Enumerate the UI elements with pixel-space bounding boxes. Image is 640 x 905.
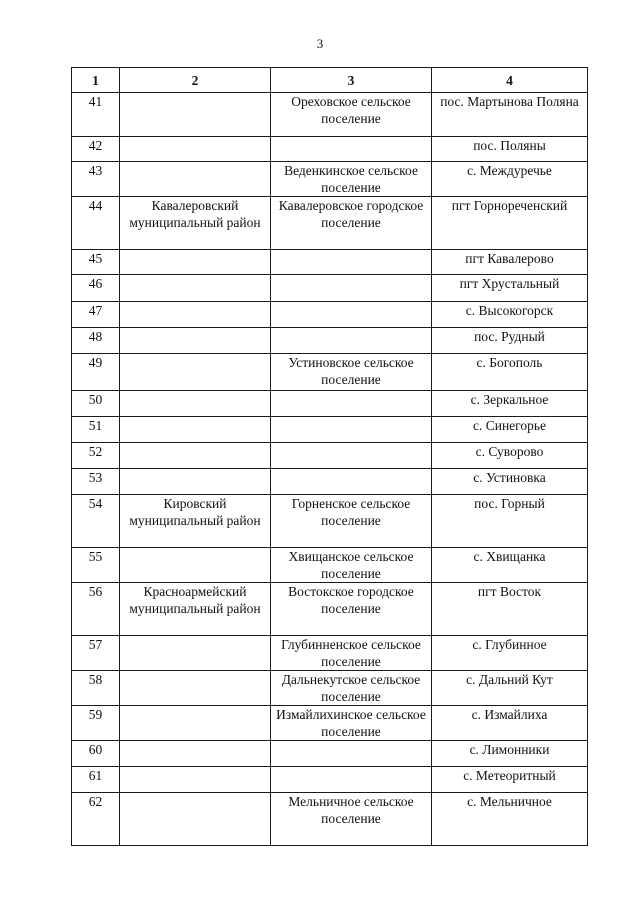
table-row (72, 495, 588, 548)
municipality-name (120, 417, 271, 443)
locality-name: с. Богополь (432, 354, 588, 391)
settlement-name: Устиновское сельское поселение (271, 354, 432, 391)
row-number: 47 (72, 302, 120, 328)
locality-name: пгт Хрустальный (432, 275, 588, 302)
municipality-name (120, 162, 271, 197)
table-row (72, 354, 588, 391)
municipality-name (120, 328, 271, 354)
locality-name: с. Лимонники (432, 741, 588, 767)
table-row (72, 583, 588, 636)
table-row (72, 275, 588, 302)
row-number: 51 (72, 417, 120, 443)
municipality-name: Кировский муниципальный район (120, 495, 271, 548)
municipality-name (120, 250, 271, 275)
settlement-name (271, 302, 432, 328)
settlement-name (271, 137, 432, 162)
column-header-3: 3 (271, 68, 432, 93)
municipality-name (120, 706, 271, 741)
table-row (72, 302, 588, 328)
locality-name: с. Высокогорск (432, 302, 588, 328)
settlement-name (271, 250, 432, 275)
settlement-name: Ореховское сельское поселение (271, 93, 432, 137)
table-row (72, 328, 588, 354)
settlement-name (271, 275, 432, 302)
locality-name: с. Мельничное (432, 793, 588, 846)
municipality-name (120, 391, 271, 417)
row-number: 56 (72, 583, 120, 636)
municipality-name (120, 548, 271, 583)
municipality-name (120, 443, 271, 469)
municipality-name (120, 793, 271, 846)
row-number: 46 (72, 275, 120, 302)
table-row (72, 391, 588, 417)
row-number: 52 (72, 443, 120, 469)
row-number: 57 (72, 636, 120, 671)
settlement-name: Хвищанское сельское поселение (271, 548, 432, 583)
settlement-name (271, 741, 432, 767)
municipality-name (120, 767, 271, 793)
locality-name: с. Междуречье (432, 162, 588, 197)
locality-name: пгт Горнореченский (432, 197, 588, 250)
table-row (72, 767, 588, 793)
table-row (72, 443, 588, 469)
settlement-name: Веденкинское сельское поселение (271, 162, 432, 197)
settlement-name: Мельничное сельское поселение (271, 793, 432, 846)
settlement-name (271, 469, 432, 495)
row-number: 45 (72, 250, 120, 275)
page-number: 3 (316, 36, 324, 51)
row-number: 54 (72, 495, 120, 548)
table-row (72, 671, 588, 706)
settlement-name: Дальнекутское сельское поселение (271, 671, 432, 706)
settlement-name: Востокское городское поселение (271, 583, 432, 636)
row-number: 50 (72, 391, 120, 417)
column-header-4: 4 (432, 68, 588, 93)
settlement-name: Горненское сельское поселение (271, 495, 432, 548)
locality-name: с. Метеоритный (432, 767, 588, 793)
municipality-name (120, 302, 271, 328)
row-number: 53 (72, 469, 120, 495)
settlement-name (271, 328, 432, 354)
locality-name: с. Зеркальное (432, 391, 588, 417)
municipality-name (120, 636, 271, 671)
table-body (72, 93, 588, 846)
settlement-name: Кавалеровское городское поселение (271, 197, 432, 250)
table-row (72, 197, 588, 250)
table-row (72, 417, 588, 443)
municipality-name (120, 741, 271, 767)
municipality-name: Кавалеровский муниципальный район (120, 197, 271, 250)
municipality-name: Красноармейский муниципальный район (120, 583, 271, 636)
settlement-name (271, 443, 432, 469)
table-row (72, 250, 588, 275)
locality-name: с. Измайлиха (432, 706, 588, 741)
locality-name: пос. Рудный (432, 328, 588, 354)
table-row (72, 741, 588, 767)
row-number: 42 (72, 137, 120, 162)
table-row (72, 793, 588, 846)
locality-name: пгт Кавалерово (432, 250, 588, 275)
locality-name: с. Глубинное (432, 636, 588, 671)
row-number: 49 (72, 354, 120, 391)
table-row (72, 469, 588, 495)
column-header-2: 2 (120, 68, 271, 93)
row-number: 62 (72, 793, 120, 846)
table-row (72, 137, 588, 162)
municipality-name (120, 469, 271, 495)
row-number: 41 (72, 93, 120, 137)
table-row (72, 93, 588, 137)
locality-name: с. Суворово (432, 443, 588, 469)
row-number: 61 (72, 767, 120, 793)
locality-name: с. Устиновка (432, 469, 588, 495)
municipality-name (120, 275, 271, 302)
row-number: 59 (72, 706, 120, 741)
row-number: 58 (72, 671, 120, 706)
settlements-table (71, 67, 588, 846)
row-number: 48 (72, 328, 120, 354)
table-header-row (72, 68, 588, 93)
locality-name: с. Дальний Кут (432, 671, 588, 706)
municipality-name (120, 354, 271, 391)
municipality-name (120, 137, 271, 162)
settlement-name: Измайлихинское сельское поселение (271, 706, 432, 741)
table-row (72, 636, 588, 671)
table-row (72, 548, 588, 583)
row-number: 44 (72, 197, 120, 250)
locality-name: пгт Восток (432, 583, 588, 636)
locality-name: с. Хвищанка (432, 548, 588, 583)
row-number: 43 (72, 162, 120, 197)
settlement-name (271, 417, 432, 443)
table-row (72, 162, 588, 197)
table-row (72, 706, 588, 741)
municipality-name (120, 93, 271, 137)
settlement-name (271, 391, 432, 417)
locality-name: с. Синегорье (432, 417, 588, 443)
row-number: 60 (72, 741, 120, 767)
municipality-name (120, 671, 271, 706)
locality-name: пос. Горный (432, 495, 588, 548)
settlement-name (271, 767, 432, 793)
locality-name: пос. Поляны (432, 137, 588, 162)
row-number: 55 (72, 548, 120, 583)
column-header-1: 1 (72, 68, 120, 93)
settlement-name: Глубинненское сельское поселение (271, 636, 432, 671)
locality-name: пос. Мартынова Поляна (432, 93, 588, 137)
